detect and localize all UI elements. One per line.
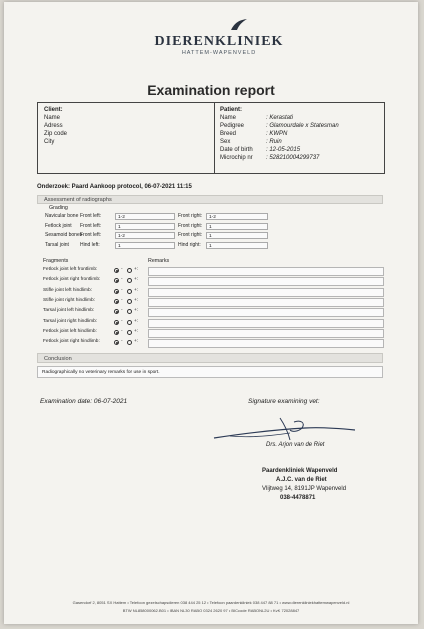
minus-label: - xyxy=(121,287,123,293)
patient-row xyxy=(220,122,339,130)
patient-value: : 12-05-2015 xyxy=(266,147,301,153)
conclusion-section-header: Conclusion xyxy=(37,353,383,363)
plus-label: +: xyxy=(134,287,139,293)
fragment-plus-radio[interactable] xyxy=(127,320,132,325)
grade-right-value[interactable]: 1 xyxy=(206,223,268,230)
patient-label: Sex xyxy=(220,139,231,145)
patient-heading: Patient: xyxy=(220,107,243,113)
patient-label: Name xyxy=(220,115,237,121)
grade-bone-label: Sesamoid bones xyxy=(45,232,83,238)
patient-label: Breed xyxy=(220,131,237,137)
examination-date: Examination date: 06-07-2021 xyxy=(40,398,128,405)
radiographs-section-header: Assessment of radiographs xyxy=(37,195,383,204)
plus-label: +: xyxy=(134,277,139,283)
grade-left-label: Hind left: xyxy=(80,241,100,248)
grade-right-label: Hind right: xyxy=(178,241,201,248)
grade-right-value[interactable]: 1 xyxy=(206,242,268,249)
fragment-plus-radio[interactable] xyxy=(127,268,132,273)
fragment-remark-field[interactable] xyxy=(148,329,384,338)
minus-label: - xyxy=(121,267,123,272)
client-field-city: City xyxy=(44,139,55,145)
clinic-logo xyxy=(154,24,284,56)
grade-bone-label: Fetlock joint xyxy=(45,222,72,229)
plus-label: +: xyxy=(134,308,139,314)
fragment-minus-radio[interactable] xyxy=(114,268,119,273)
plus-label: +: xyxy=(134,339,139,345)
grade-bone-label: Tarsal joint xyxy=(45,241,69,248)
grade-left-value[interactable]: 1 xyxy=(115,242,175,249)
patient-label: Microchip nr xyxy=(220,155,253,161)
fragment-label: Stifle joint right hindlimb: xyxy=(43,297,95,303)
patient-label: Date of birth xyxy=(220,147,253,153)
fragment-remark-field[interactable] xyxy=(148,339,384,348)
fragment-label: Fetlock joint left frontlimb: xyxy=(43,267,98,272)
stamp-line: Vlijtweg 14, 8191JP Wapenveld xyxy=(262,486,347,492)
patient-row xyxy=(220,146,339,154)
fragment-plus-radio[interactable] xyxy=(127,278,132,283)
fragment-remark-field[interactable] xyxy=(148,267,384,276)
handwritten-signature xyxy=(210,414,360,442)
client-block xyxy=(44,106,67,146)
fragment-minus-radio[interactable] xyxy=(114,330,119,335)
fragment-minus-radio[interactable] xyxy=(114,278,119,283)
grade-right-value[interactable]: 1-2 xyxy=(206,213,268,220)
conclusion-text: Radiographically no veterinary remarks for use in sport. xyxy=(37,366,383,378)
patient-value: : Ruin xyxy=(266,139,282,145)
report-title: Examination report xyxy=(147,82,275,98)
fragment-minus-radio[interactable] xyxy=(114,289,119,294)
client-heading: Client: xyxy=(44,107,63,113)
client-field-adress: Adress xyxy=(44,123,63,129)
report-page xyxy=(4,2,418,624)
fragment-remark-field[interactable] xyxy=(148,277,384,286)
minus-label: - xyxy=(121,318,123,324)
client-patient-box xyxy=(37,102,385,174)
client-field-zip: Zip code xyxy=(44,131,68,137)
signature-label: Signature examining vet: xyxy=(248,398,320,405)
fragment-remark-field[interactable] xyxy=(148,308,384,317)
patient-row xyxy=(220,130,339,138)
patient-row xyxy=(220,154,339,162)
fragment-label: Fetlock joint right frontlimb: xyxy=(43,277,101,283)
vet-name: Drs. Arjon van de Riet xyxy=(266,442,325,448)
minus-label: - xyxy=(121,297,123,303)
patient-value: : KWPN xyxy=(266,131,288,137)
clinic-stamp xyxy=(262,467,346,503)
bird-logo-icon xyxy=(230,18,248,32)
fragment-plus-radio[interactable] xyxy=(127,289,132,294)
fragment-plus-radio[interactable] xyxy=(127,330,132,335)
fragment-label: Tarsal joint left hindlimb: xyxy=(43,308,95,314)
minus-label: - xyxy=(121,277,123,283)
stamp-line: Paardenkliniek Wapenveld xyxy=(262,468,338,474)
minus-label: - xyxy=(121,308,123,314)
logo-subtitle: HATTEM-WAPENVELD xyxy=(181,50,257,56)
minus-label: - xyxy=(121,339,123,345)
minus-label: - xyxy=(121,328,123,334)
footer-line: BTW NL858000062.B01 • IBAN NL30 RABO 0324 2620 97 • BICcode RABONL2U • KvK 72028847 xyxy=(122,608,300,613)
stamp-line: A.J.C. van de Riet xyxy=(276,477,327,483)
plus-label: +: xyxy=(134,328,139,334)
protocol-heading: Onderzoek: Paard Aankoop protocol, 06-07-2021 11:15 xyxy=(37,184,192,190)
grade-bone-label: Navicular bone xyxy=(45,213,79,219)
grade-right-label: Front right: xyxy=(178,213,203,219)
fragment-remark-field[interactable] xyxy=(148,288,384,297)
client-field-name: Name xyxy=(44,115,61,121)
remarks-title: Remarks xyxy=(148,258,170,264)
patient-row xyxy=(220,114,339,122)
grade-left-label: Front left: xyxy=(80,213,102,219)
grade-left-value[interactable]: 1-2 xyxy=(115,232,175,239)
fragment-minus-radio[interactable] xyxy=(114,309,119,314)
fragment-label: Tarsal joint right hindlimb: xyxy=(43,318,98,324)
fragment-minus-radio[interactable] xyxy=(114,299,119,304)
fragment-plus-radio[interactable] xyxy=(127,309,132,314)
grade-left-value[interactable]: 1-2 xyxy=(115,213,175,220)
patient-block xyxy=(220,106,339,162)
logo-title: DIERENKLINIEK xyxy=(154,34,284,49)
grade-right-label: Front right: xyxy=(178,232,203,238)
fragment-remark-field[interactable] xyxy=(148,298,384,307)
patient-value: : Glamourdale x Statesman xyxy=(266,123,339,129)
grading-title: Grading xyxy=(49,205,68,211)
patient-value: : Kerastati xyxy=(266,115,294,121)
plus-label: +: xyxy=(134,297,139,303)
grade-right-value[interactable]: 1 xyxy=(206,232,268,239)
fragment-label: Fetlock joint right hindlimb: xyxy=(43,339,100,345)
fragment-label: Stifle joint left hindlimb: xyxy=(43,287,93,293)
footer-line: Gasendorf 2, 8051 SX Hattem • Telefoon gezelschapsdieren 038 444 25 12 • Telefoon paardenkliniek 038 447 88 71 • www.dierenkliniekhattemwapenveld.nl xyxy=(72,600,350,605)
patient-value: : 528210004299737 xyxy=(266,155,320,161)
patient-row xyxy=(220,138,339,146)
stamp-line: 038-4478871 xyxy=(280,495,316,501)
fragment-plus-radio[interactable] xyxy=(127,299,132,304)
patient-label: Pedigree xyxy=(220,123,245,129)
fragment-plus-radio[interactable] xyxy=(127,340,132,345)
grade-left-value[interactable]: 1 xyxy=(115,223,175,230)
plus-label: +: xyxy=(134,267,139,272)
fragment-minus-radio[interactable] xyxy=(114,320,119,325)
fragment-remark-field[interactable] xyxy=(148,319,384,328)
grade-left-label: Front left: xyxy=(80,222,102,229)
grade-left-label: Front left: xyxy=(80,232,102,238)
fragment-label: Fetlock joint left hindlimb: xyxy=(43,328,97,334)
fragment-minus-radio[interactable] xyxy=(114,340,119,345)
info-divider xyxy=(214,103,215,173)
grade-right-label: Front right: xyxy=(178,222,203,229)
plus-label: +: xyxy=(134,318,139,324)
fragments-title: Fragments xyxy=(43,258,69,264)
